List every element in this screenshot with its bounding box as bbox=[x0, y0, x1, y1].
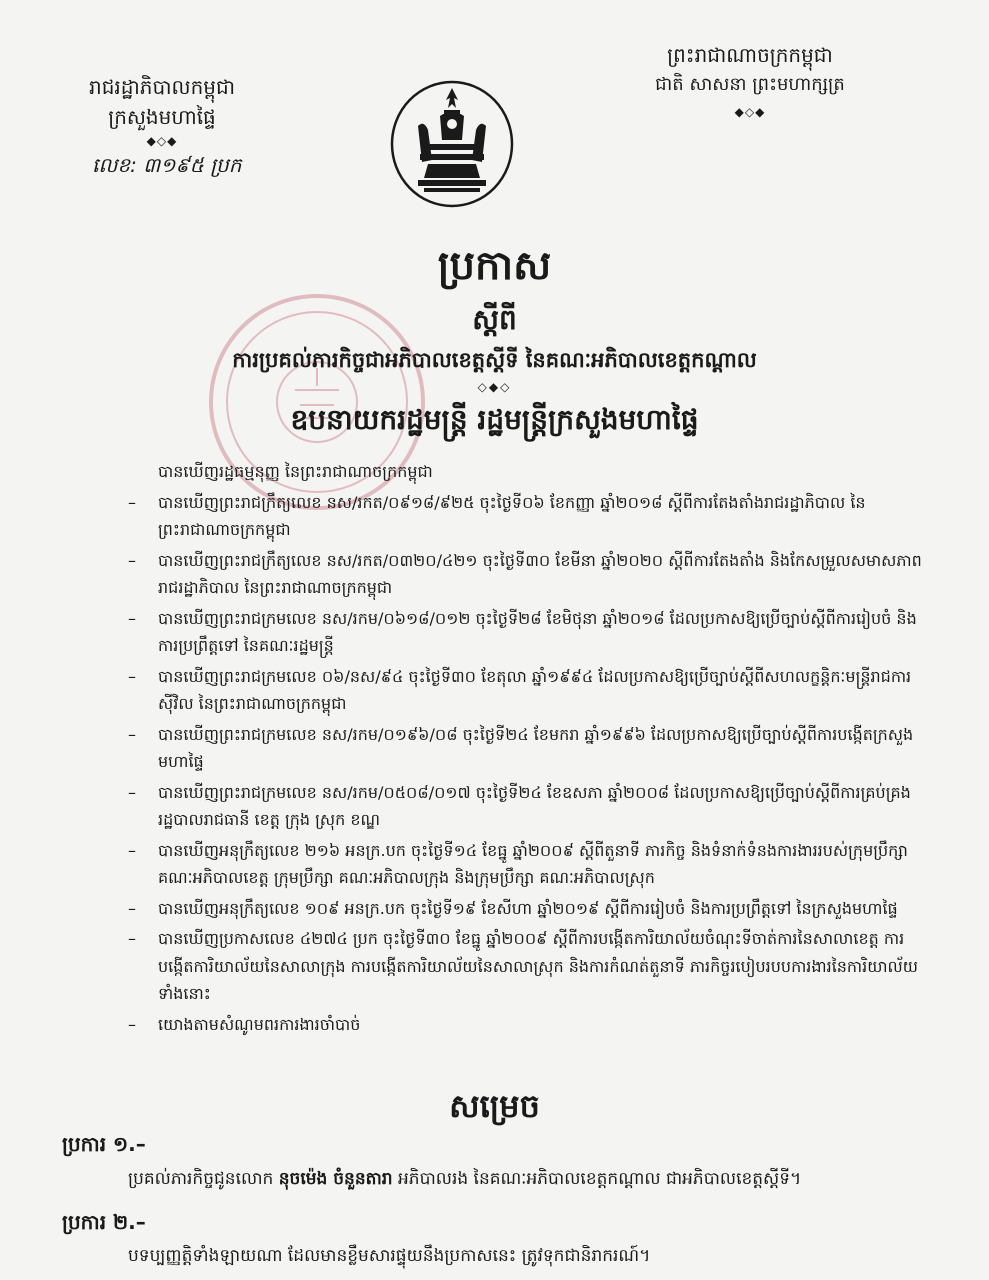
reference-item bbox=[128, 837, 928, 892]
bullet-dash: – bbox=[128, 608, 136, 628]
article-1-heading: ប្រការ ១.– bbox=[62, 1132, 146, 1156]
reference-item bbox=[128, 489, 928, 544]
document-type-title: ប្រកាស bbox=[437, 243, 552, 289]
bullet-dash: – bbox=[128, 550, 136, 570]
title-concerning: ស្តីពី bbox=[472, 303, 517, 336]
royal-emblem-icon bbox=[388, 80, 516, 208]
reference-text: បានឃើញអនុក្រឹត្យលេខ ២១៦ អនក្រ.បក ចុះថ្ងៃទី១៤ ខែធ្នូ ឆ្នាំ២០០៩ ស្តីពីតួនាទី ភារកិច្ច និងទំនាក់ទំនងការងាររបស់ក្រុមប្រឹក្សា គណៈអភិបាលខេត្ត ក្រុមប្រឹក្សា គណៈអភិបាលក្រុង និងក្រុមប្រឹក្សា គណៈអភិបាលស្រុក bbox=[158, 840, 908, 887]
reference-item bbox=[128, 779, 928, 834]
issuing-authority bbox=[62, 72, 262, 180]
reference-item bbox=[128, 721, 928, 776]
reference-text: បានឃើញប្រកាសលេខ ៤២៧៤ ប្រក ចុះថ្ងៃទី៣០ ខែធ្នូ ឆ្នាំ២០០៩ ស្តីពីការបង្កើតការិយាល័យចំណុះទីចាត់ការនៃសាលាខេត្ត ការបង្កើតការិយាល័យនៃសាលាក្រុង ការបង្កើតការិយាល័យនៃសាលាស្រុក និងការកំណត់តួនាទី ភារកិច្ចរបៀបរបបការងារនៃការិយាល័យទាំងនោះ bbox=[158, 929, 919, 1003]
bullet-dash: – bbox=[128, 782, 136, 802]
motto-ornament: ◆◇◆ bbox=[734, 105, 766, 119]
reference-text: បានឃើញព្រះរាជក្រមលេខ នស/រកម/០៦១៨/០១២ ចុះថ្ងៃទី២៨ ខែមិថុនា ឆ្នាំ២០១៨ ដែលប្រកាសឱ្យប្រើច្បាប់ស្តីពីការរៀបចំ និងការប្រព្រឹត្តទៅ នៃគណៈរដ្ឋមន្ត្រី bbox=[158, 608, 917, 655]
appointee-name: នុចម៉េង ចំនួនតារា bbox=[278, 1169, 393, 1189]
bullet-dash: – bbox=[128, 492, 136, 512]
reference-item bbox=[128, 663, 928, 718]
reference-item bbox=[128, 895, 928, 923]
reference-text: បានឃើញព្រះរាជក្រមលេខ នស/រកម/០១៩៦/០៨ ចុះថ្ងៃទី២៤ ខែមករា ឆ្នាំ១៩៩៦ ដែលប្រកាសឱ្យប្រើច្បាប់ស្តីពីការបង្កើតក្រសួងមហាផ្ទៃ bbox=[158, 724, 914, 771]
reference-text: បានឃើញរដ្ឋធម្មនុញ្ញ នៃព្រះរាជាណាចក្រកម្ពុជា bbox=[158, 462, 433, 481]
article-1-text-start: ប្រគល់ភារកិច្ចជូនលោក bbox=[128, 1169, 279, 1189]
reference-item bbox=[128, 547, 928, 602]
government-name: រាជរដ្ឋាភិបាលកម្ពុជា bbox=[89, 75, 235, 99]
article-2-body bbox=[128, 1240, 928, 1272]
reference-item bbox=[128, 1011, 928, 1039]
kingdom-motto bbox=[600, 40, 900, 124]
legal-references bbox=[128, 458, 928, 1041]
decision-heading: សម្រេច bbox=[449, 1087, 540, 1125]
bullet-dash: – bbox=[128, 929, 136, 948]
ministry-name: ក្រសួងមហាផ្ទៃ bbox=[108, 105, 216, 129]
reference-item bbox=[128, 458, 928, 486]
header-ornament: ◆◇◆ bbox=[146, 134, 178, 148]
reference-text: បានឃើញព្រះរាជក្រឹត្យលេខ នស/រកត/០៩១៨/៩២៥ ចុះថ្ងៃទី០៦ ខែកញ្ញា ឆ្នាំ២០១៨ ស្តីពីការតែងតាំងរាជរដ្ឋាភិបាល នៃព្រះរាជាណាចក្រកម្ពុជា bbox=[158, 492, 866, 539]
national-motto: ជាតិ សាសនា ព្រះមហាក្សត្រ bbox=[655, 74, 845, 95]
reference-text: យោងតាមសំណូមពរការងារចាំបាច់ bbox=[158, 1014, 361, 1034]
signatory-title: ឧបនាយករដ្ឋមន្ត្រី រដ្ឋមន្ត្រីក្រសួងមហាផ្ទៃ bbox=[290, 403, 699, 436]
reference-text: បានឃើញអនុក្រឹត្យលេខ ១០៩ អនក្រ.បក ចុះថ្ងៃទី១៩ ខែសីហា ឆ្នាំ២០១៩ ស្តីពីការរៀបចំ និងការប្រព្រឹត្តទៅ នៃក្រសួងមហាផ្ទៃ bbox=[158, 898, 898, 918]
reference-item bbox=[128, 605, 928, 660]
bullet-dash: – bbox=[128, 1014, 136, 1034]
reference-text: បានឃើញព្រះរាជក្រមលេខ នស/រកម/០៥០៨/០១៧ ចុះថ្ងៃទី២៤ ខែឧសភា ឆ្នាំ២០០៨ ដែលប្រកាសឱ្យប្រើច្បាប់ស្តីពីការគ្រប់គ្រងរដ្ឋបាលរាជធានី ខេត្ត ក្រុង ស្រុក ខណ្ឌ bbox=[158, 782, 911, 829]
bullet-dash: – bbox=[128, 666, 136, 686]
kingdom-name: ព្រះរាជាណាចក្រកម្ពុជា bbox=[667, 43, 833, 67]
article-1-text-end: អភិបាលរង នៃគណៈអភិបាលខេត្តកណ្តាល ជាអភិបាលខេត្តស្តីទី។ bbox=[392, 1169, 802, 1189]
reference-text: បានឃើញព្រះរាជក្រមលេខ ០៦/នស/៩៤ ចុះថ្ងៃទី៣០ ខែតុលា ឆ្នាំ១៩៩៤ ដែលប្រកាសឱ្យប្រើច្បាប់ស្តីពីសហលក្ខន្តិកៈមន្ត្រីរាជការស៊ីវិល នៃព្រះរាជាណាចក្រកម្ពុជា bbox=[158, 666, 912, 713]
title-ornament: ◇◆◇ bbox=[477, 380, 512, 394]
article-2-heading: ប្រការ ២.– bbox=[62, 1210, 146, 1234]
reference-text: បានឃើញព្រះរាជក្រឹត្យលេខ នស/រកត/០៣២០/៤២១ ចុះថ្ងៃទី៣០ ខែមីនា ឆ្នាំ២០២០ ស្តីពីការតែងតាំង និងកែសម្រួលសមាសភាពរាជរដ្ឋាភិបាល នៃព្រះរាជាណាចក្រកម្ពុជា bbox=[158, 550, 922, 597]
title-subject: ការប្រគល់ភារកិច្ចជាអភិបាលខេត្តស្តីទី នៃគណៈអភិបាលខេត្តកណ្តាល bbox=[232, 348, 757, 372]
reference-number: លេខ: ៣១៩៥ ប្រក bbox=[92, 153, 242, 177]
article-2-text: បទប្បញ្ញត្តិទាំងឡាយណា ដែលមានខ្លឹមសារផ្ទុយនឹងប្រកាសនេះ ត្រូវទុកជានិរាករណ៍។ bbox=[128, 1246, 651, 1266]
bullet-dash: – bbox=[128, 840, 136, 860]
article-1-body bbox=[128, 1163, 928, 1195]
bullet-dash: – bbox=[128, 898, 136, 918]
reference-item bbox=[128, 925, 928, 1008]
bullet-dash: – bbox=[128, 724, 136, 744]
